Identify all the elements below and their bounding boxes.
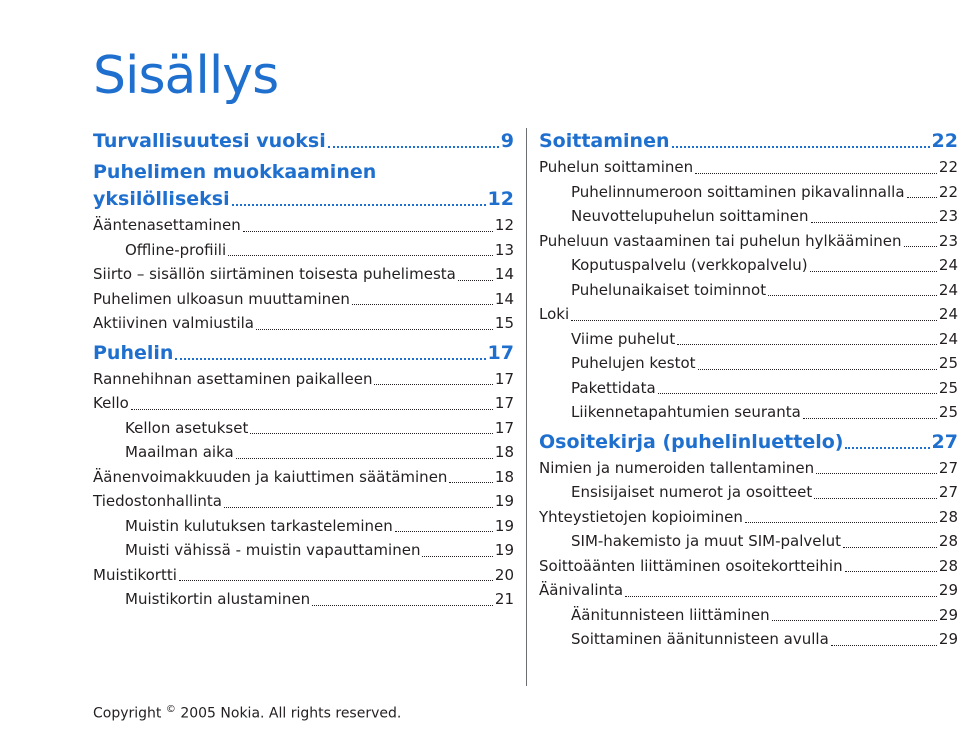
toc-page-number: 17 [494, 394, 514, 412]
toc-entry[interactable] [539, 554, 958, 579]
toc-entry[interactable] [93, 391, 514, 416]
toc-leader-dots [625, 596, 937, 597]
toc-page-number: 27 [931, 430, 958, 453]
toc-leader-dots [904, 246, 937, 247]
toc-leader-dots [816, 473, 937, 474]
toc-page-number: 19 [494, 492, 514, 510]
toc-entry-label: Koputuspalvelu (verkkopalvelu) [571, 256, 808, 274]
toc-entry[interactable] [539, 400, 958, 425]
toc-entry[interactable] [93, 563, 514, 588]
toc-entry-label: Puhelujen kestot [571, 354, 696, 372]
copyright-prefix: Copyright [93, 705, 162, 722]
toc-page-number: 13 [494, 240, 514, 259]
toc-leader-dots [843, 547, 937, 548]
toc-page-number: 23 [938, 207, 958, 225]
toc-page-number: 24 [938, 256, 958, 274]
toc-leader-dots [224, 507, 493, 508]
toc-page-number: 29 [938, 605, 958, 624]
toc-leader-dots [328, 146, 499, 148]
toc-entry[interactable] [539, 627, 958, 652]
toc-entry-label: Aktiivinen valmiustila [93, 314, 254, 332]
toc-page-number: 27 [938, 458, 958, 477]
toc-entry-label: Äänenvoimakkuuden ja kaiuttimen säätäminen [93, 467, 448, 486]
toc-page-number: 22 [938, 182, 958, 201]
toc-entry[interactable] [539, 327, 958, 352]
toc-page-number: 22 [938, 158, 958, 176]
toc-entry-label: Loki [539, 305, 570, 323]
toc-entry-label: Muistikortin alustaminen [125, 590, 311, 608]
toc-entry[interactable] [93, 514, 514, 539]
toc-entry-label: Ensisijaiset numerot ja osoitteet [571, 483, 813, 501]
toc-page-number: 19 [494, 541, 514, 559]
toc-leader-dots [374, 384, 492, 385]
toc-leader-dots [256, 329, 493, 330]
toc-entry-label: Soittaminen [539, 130, 670, 152]
toc-entry-label: Puhelinnumeroon soittaminen pikavalinnalla [571, 182, 905, 201]
toc-column-left [93, 128, 514, 612]
toc-leader-dots [243, 231, 493, 232]
toc-page-number: 28 [938, 556, 958, 575]
copyright-notice [93, 704, 401, 722]
toc-entry-label: Siirto – sisällön siirtäminen toisesta puhelimesta [93, 265, 456, 283]
toc-section[interactable] [539, 429, 958, 456]
toc-entry-label: yksilölliseksi [93, 188, 230, 210]
toc-page-number: 25 [938, 354, 958, 372]
toc-entry[interactable] [539, 456, 958, 481]
toc-page-number: 14 [494, 265, 514, 283]
column-divider [526, 128, 527, 686]
toc-leader-dots [236, 458, 493, 459]
toc-page-number: 24 [938, 280, 958, 299]
toc-entry-label: Yhteystietojen kopioiminen [539, 507, 743, 526]
toc-leader-dots [352, 304, 493, 305]
toc-entry[interactable] [93, 238, 514, 263]
toc-entry[interactable] [539, 529, 958, 554]
toc-entry-label: Pakettidata [571, 378, 656, 397]
toc-leader-dots [803, 418, 937, 419]
toc-section[interactable] [93, 128, 514, 155]
toc-entry-label: Rannehihnan asettaminen paikalleen [93, 369, 373, 388]
toc-entry-label: Muistin kulutuksen tarkasteleminen [125, 516, 393, 535]
toc-leader-dots [658, 393, 937, 394]
toc-leader-dots [907, 197, 937, 198]
toc-entry-label: Kello [93, 394, 129, 412]
toc-entry-label: Soittoäänten liittäminen osoitekortteihin [539, 556, 843, 575]
toc-entry[interactable] [93, 367, 514, 392]
toc-leader-dots [845, 447, 929, 449]
toc-page-number: 17 [494, 369, 514, 388]
toc-page-number: 22 [931, 130, 958, 152]
toc-entry-label: Osoitekirja (puhelinluettelo) [539, 430, 844, 453]
toc-entry[interactable] [93, 287, 514, 312]
toc-entry[interactable] [539, 155, 958, 180]
toc-leader-dots [250, 433, 493, 434]
toc-section-row [93, 186, 514, 213]
toc-entry-label: Viime puhelut [571, 329, 676, 348]
toc-entry-label: Turvallisuutesi vuoksi [93, 130, 326, 152]
toc-leader-dots [698, 369, 937, 370]
toc-entry-label: Puhelunaikaiset toiminnot [571, 280, 767, 299]
toc-section[interactable] [539, 128, 958, 155]
toc-page-number: 18 [494, 467, 514, 486]
toc-entry[interactable] [93, 262, 514, 287]
toc-entry-label: Puhelimen muokkaaminen [93, 161, 377, 183]
toc-page-number: 14 [494, 289, 514, 308]
toc-page-number: 28 [938, 532, 958, 550]
toc-leader-dots [395, 531, 493, 532]
toc-entry-label: Kellon asetukset [125, 418, 249, 437]
toc-entry-label: Neuvottelupuhelun soittaminen [571, 207, 809, 225]
toc-leader-dots [745, 522, 937, 523]
toc-page-number: 21 [494, 590, 514, 608]
toc-page-number: 23 [938, 231, 958, 250]
toc-page-number: 9 [500, 130, 514, 152]
toc-entry-label: Maailman aika [125, 443, 234, 461]
toc-leader-dots [811, 222, 937, 223]
toc-entry[interactable] [539, 278, 958, 303]
toc-entry[interactable] [539, 376, 958, 401]
toc-entry[interactable] [539, 480, 958, 505]
toc-leader-dots [458, 280, 493, 281]
toc-leader-dots [232, 204, 486, 206]
toc-leader-dots [228, 255, 493, 256]
toc-leader-dots [175, 358, 485, 360]
toc-entry-label: Tiedostonhallinta [93, 492, 222, 510]
toc-entry[interactable] [539, 253, 958, 278]
toc-entry-label: Muistikortti [93, 565, 177, 584]
toc-entry[interactable] [539, 229, 958, 254]
toc-entry[interactable] [93, 416, 514, 441]
toc-page-number: 12 [494, 216, 514, 234]
toc-entry[interactable] [539, 180, 958, 205]
toc-entry-label: Ääntenasettaminen [93, 216, 241, 234]
toc-page-number: 24 [938, 329, 958, 348]
toc-page-number: 28 [938, 507, 958, 526]
copyright-symbol: © [165, 704, 176, 715]
toc-entry[interactable] [539, 351, 958, 376]
toc-page-number: 25 [938, 403, 958, 421]
toc-leader-dots [768, 295, 937, 296]
toc-entry[interactable] [93, 538, 514, 563]
toc-entry-label: Puhelun soittaminen [539, 158, 694, 176]
toc-entry-label: Soittaminen äänitunnisteen avulla [571, 630, 829, 648]
toc-entry[interactable] [93, 489, 514, 514]
toc-leader-dots [772, 620, 937, 621]
toc-entry-label: Nimien ja numeroiden tallentaminen [539, 458, 815, 477]
toc-entry[interactable] [93, 213, 514, 238]
toc-entry-label: Puhelimen ulkoasun muuttaminen [93, 289, 350, 308]
toc-entry[interactable] [93, 587, 514, 612]
toc-section[interactable] [93, 159, 514, 213]
toc-page-number: 18 [494, 443, 514, 461]
toc-entry-label: Äänitunnisteen liittäminen [571, 605, 770, 624]
toc-leader-dots [677, 344, 937, 345]
toc-page-number: 29 [938, 630, 958, 648]
toc-entry-label: Puheluun vastaaminen tai puhelun hylkääminen [539, 231, 902, 250]
toc-leader-dots [831, 645, 937, 646]
toc-entry[interactable] [539, 578, 958, 603]
toc-leader-dots [131, 409, 493, 410]
toc-entry[interactable] [539, 302, 958, 327]
toc-entry[interactable] [93, 440, 514, 465]
toc-leader-dots [571, 320, 937, 321]
toc-leader-dots [449, 482, 492, 483]
toc-section[interactable] [93, 340, 514, 367]
toc-page-number: 12 [487, 188, 514, 210]
page-title: Sisällys [93, 46, 279, 106]
toc-leader-dots [422, 556, 492, 557]
toc-page-number: 17 [487, 341, 514, 364]
toc-leader-dots [672, 146, 930, 148]
toc-entry[interactable] [539, 505, 958, 530]
toc-list-right [539, 128, 958, 652]
toc-entry-label: Offline-profiili [125, 240, 227, 259]
toc-entry[interactable] [93, 311, 514, 336]
toc-page-number: 19 [494, 516, 514, 535]
toc-page-number: 20 [494, 565, 514, 584]
toc-leader-dots [845, 571, 937, 572]
toc-entry[interactable] [539, 603, 958, 628]
toc-page-number: 27 [938, 483, 958, 501]
toc-page-number: 24 [938, 305, 958, 323]
toc-page-number: 17 [494, 418, 514, 437]
toc-entry-label: Puhelin [93, 341, 174, 364]
toc-entry-label: Muisti vähissä - muistin vapauttaminen [125, 541, 421, 559]
toc-entry[interactable] [93, 465, 514, 490]
toc-column-right [539, 128, 958, 652]
toc-entry-label: SIM-hakemisto ja muut SIM-palvelut [571, 532, 842, 550]
toc-leader-dots [810, 271, 937, 272]
toc-page-number: 25 [938, 378, 958, 397]
toc-page-number: 15 [494, 314, 514, 332]
toc-entry[interactable] [539, 204, 958, 229]
toc-list-left [93, 128, 514, 612]
toc-leader-dots [312, 605, 493, 606]
toc-leader-dots [695, 173, 937, 174]
copyright-text: 2005 Nokia. All rights reserved. [180, 705, 402, 722]
toc-entry-label: Liikennetapahtumien seuranta [571, 403, 801, 421]
toc-page-number: 29 [938, 581, 958, 599]
toc-leader-dots [814, 498, 937, 499]
toc-entry-label: Äänivalinta [539, 581, 624, 599]
toc-leader-dots [179, 580, 493, 581]
